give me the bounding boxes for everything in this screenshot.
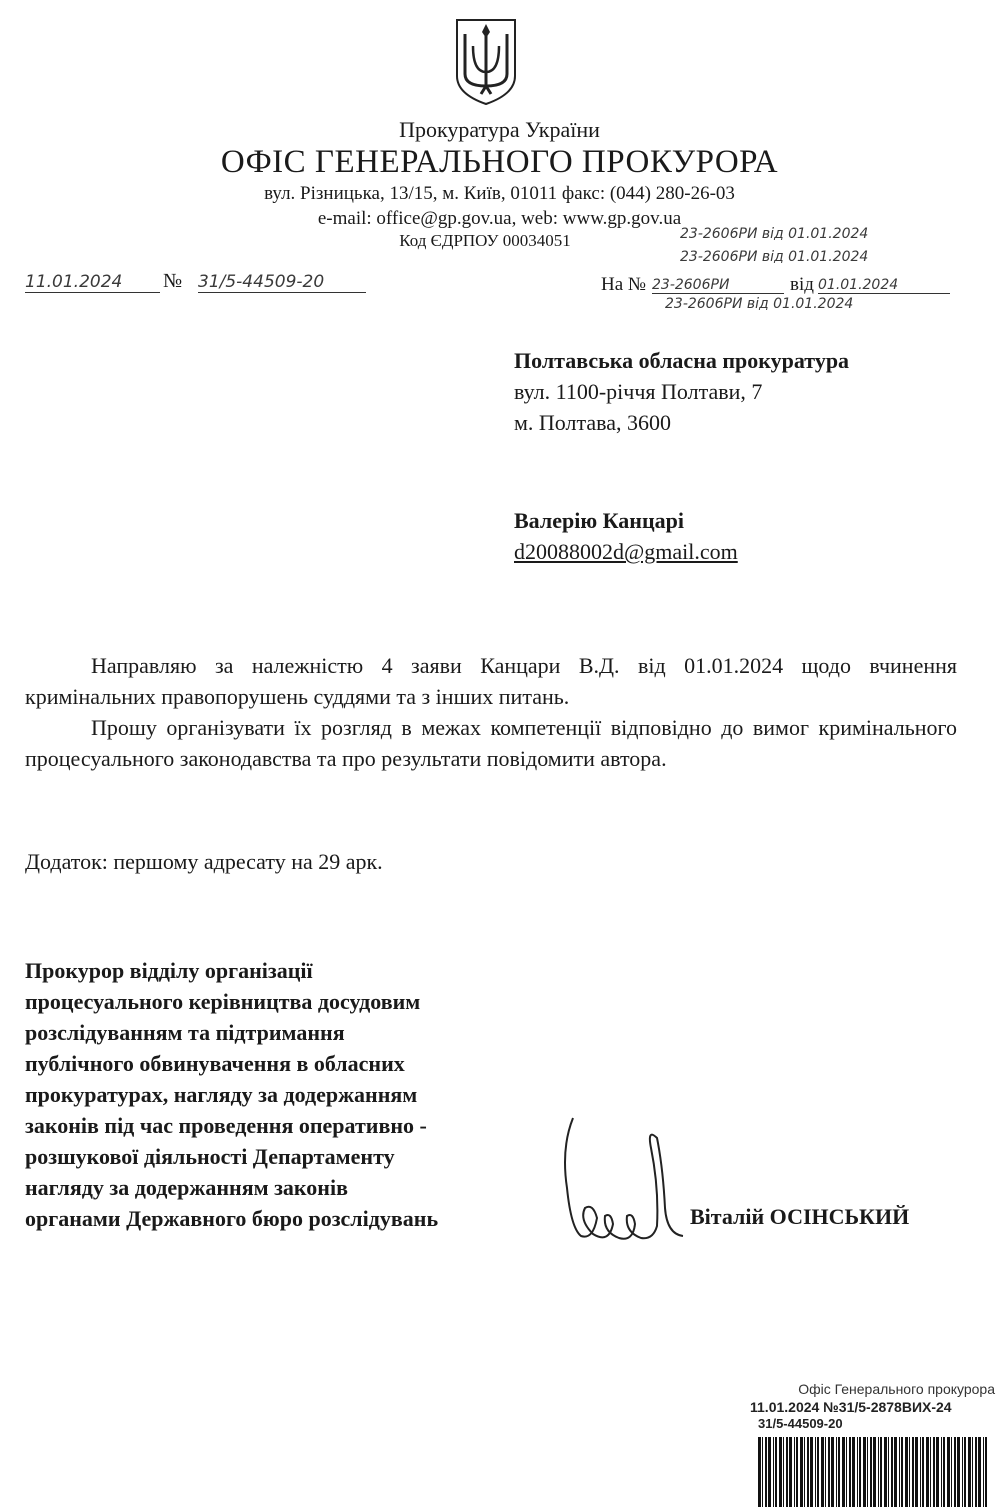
barcode-bar xyxy=(962,1437,963,1507)
barcode-bar xyxy=(941,1437,942,1507)
agency-name: Прокуратура України xyxy=(399,117,600,142)
signer-title-line: Прокурор відділу організації xyxy=(25,958,313,983)
barcode-bar xyxy=(978,1437,981,1507)
barcode-bar xyxy=(810,1437,813,1507)
barcode-bar xyxy=(773,1437,774,1507)
office-contacts: e-mail: office@gp.gov.ua, web: www.gp.gov.ua xyxy=(317,208,682,229)
barcode-bar xyxy=(915,1437,918,1507)
barcode-bar xyxy=(870,1437,872,1507)
recipient-organization xyxy=(514,345,849,438)
signer-name: Віталій ОСІНСЬКИЙ xyxy=(690,1204,910,1229)
recipient-org-city: м. Полтава, 3600 xyxy=(514,410,672,435)
signer-title-line: процесуального керівництва досудовим xyxy=(25,989,421,1014)
barcode-bar xyxy=(859,1437,861,1507)
barcode-bar xyxy=(821,1437,824,1507)
barcode-bar xyxy=(880,1437,882,1507)
barcode-bar xyxy=(912,1437,914,1507)
registration-stamp xyxy=(750,1381,995,1431)
barcode-bar xyxy=(846,1437,847,1507)
barcode-bar xyxy=(779,1437,782,1507)
stamp-title: Офіс Генерального прокурора xyxy=(798,1381,995,1397)
signer-title-line: розшукової діяльності Департаменту xyxy=(25,1144,395,1169)
handwritten-note: 23-2606РИ від 01.01.2024 xyxy=(665,296,854,312)
barcode-bar xyxy=(836,1437,837,1507)
barcode-bar xyxy=(831,1437,834,1507)
signer-title-line: прокуратурах, нагляду за додержанням xyxy=(25,1082,418,1107)
barcode-bar xyxy=(857,1437,858,1507)
outgoing-number-label: № xyxy=(163,270,183,292)
recipient-org-name: Полтавська обласна прокуратура xyxy=(514,348,850,373)
barcode-bar xyxy=(878,1437,879,1507)
barcode-bar xyxy=(800,1437,803,1507)
barcode-bar xyxy=(975,1437,977,1507)
barcode-bar xyxy=(884,1437,887,1507)
barcode-bar xyxy=(985,1437,987,1507)
signer-title xyxy=(25,955,555,1234)
body-paragraph: Прошу організувати їх розгляд в межах компетенції відповідно до вимог кримінального процесуального законодавства та про результати повідомити автора. xyxy=(25,715,957,771)
barcode-bar xyxy=(838,1437,840,1507)
reference-number-label: На № xyxy=(601,274,647,295)
office-address: вул. Різницька, 13/15, м. Київ, 01011 факс: (044) 280-26-03 xyxy=(264,183,735,204)
barcode-bar xyxy=(891,1437,893,1507)
barcode-bar xyxy=(983,1437,984,1507)
attachment-note: Додаток: першому адресату на 29 арк. xyxy=(25,849,383,874)
barcode-bar xyxy=(762,1437,763,1507)
barcode-bar xyxy=(794,1437,795,1507)
signer-title-line: публічного обвинувачення в обласних xyxy=(25,1051,405,1076)
barcode-bar xyxy=(842,1437,845,1507)
handwritten-note: 23-2606РИ від 01.01.2024 xyxy=(680,249,869,265)
barcode-bar xyxy=(863,1437,866,1507)
stamp-registration-line: 11.01.2024 №31/5-2878ВИХ-24 xyxy=(750,1399,952,1415)
barcode-bar xyxy=(943,1437,945,1507)
barcode-bar xyxy=(815,1437,816,1507)
barcode-bar xyxy=(768,1437,771,1507)
barcode-bar xyxy=(817,1437,819,1507)
reference-from-label: від xyxy=(790,274,814,295)
barcode-bar xyxy=(964,1437,966,1507)
barcode-bar xyxy=(888,1437,889,1507)
barcode-bar xyxy=(775,1437,777,1507)
trident-coat-of-arms-icon xyxy=(451,16,521,108)
barcode-bar xyxy=(765,1437,767,1507)
handwritten-signature xyxy=(553,1108,713,1248)
barcode-bar xyxy=(867,1437,868,1507)
office-title: ОФІС ГЕНЕРАЛЬНОГО ПРОКУРОРА xyxy=(220,144,779,180)
barcode-icon xyxy=(758,1437,990,1507)
barcode-bar xyxy=(789,1437,792,1507)
barcode-bar xyxy=(951,1437,952,1507)
barcode-bar xyxy=(849,1437,851,1507)
signer-title-line: розслідуванням та підтримання xyxy=(25,1020,345,1045)
barcode-bar xyxy=(930,1437,931,1507)
barcode-bar xyxy=(933,1437,935,1507)
letter-body xyxy=(25,650,957,774)
barcode-bar xyxy=(786,1437,788,1507)
reference-date: 01.01.2024 xyxy=(818,277,950,294)
stamp-reference-line: 31/5-44509-20 xyxy=(758,1416,843,1431)
barcode-bar xyxy=(828,1437,830,1507)
barcode-bar xyxy=(804,1437,805,1507)
barcode-bar xyxy=(899,1437,900,1507)
body-paragraph: Направляю за належністю 4 заяви Канцари В.Д. від 01.01.2024 щодо вчинення кримінальних правопорушень суддями та з інших питань. xyxy=(25,653,957,709)
edrpou-code: Код ЄДРПОУ 00034051 xyxy=(399,231,571,250)
barcode-bar xyxy=(909,1437,910,1507)
barcode-bar xyxy=(894,1437,897,1507)
barcode-bar xyxy=(901,1437,903,1507)
barcode-bar xyxy=(905,1437,908,1507)
barcode-bar xyxy=(920,1437,921,1507)
barcode-bar xyxy=(807,1437,809,1507)
barcode-bar xyxy=(968,1437,971,1507)
recipient-person-name: Валерію Канцарі xyxy=(514,508,684,533)
barcode-bar xyxy=(954,1437,956,1507)
barcode-bar xyxy=(758,1437,761,1507)
barcode-bar xyxy=(936,1437,939,1507)
reference-number: 23-2606РИ xyxy=(652,277,784,294)
barcode-bar xyxy=(922,1437,924,1507)
barcode-bar xyxy=(825,1437,826,1507)
outgoing-number: 31/5-44509-20 xyxy=(198,272,366,293)
signer-title-line: нагляду за додержанням законів xyxy=(25,1175,348,1200)
barcode-bar xyxy=(947,1437,950,1507)
recipient-person xyxy=(514,505,738,567)
handwritten-note: 23-2606РИ від 01.01.2024 xyxy=(680,226,869,242)
barcode-bar xyxy=(796,1437,798,1507)
signer-title-line: законів під час проведення оперативно - xyxy=(25,1113,427,1138)
outgoing-date: 11.01.2024 xyxy=(25,272,160,293)
recipient-email-link[interactable]: d20088002d@gmail.com xyxy=(514,539,738,564)
barcode-bar xyxy=(972,1437,973,1507)
barcode-bar xyxy=(957,1437,960,1507)
barcode-bar xyxy=(873,1437,876,1507)
barcode-bar xyxy=(926,1437,929,1507)
barcode-bar xyxy=(783,1437,784,1507)
recipient-org-street: вул. 1100-річчя Полтави, 7 xyxy=(514,379,763,404)
barcode-bar xyxy=(852,1437,855,1507)
signer-title-line: органами Державного бюро розслідувань xyxy=(25,1206,439,1231)
